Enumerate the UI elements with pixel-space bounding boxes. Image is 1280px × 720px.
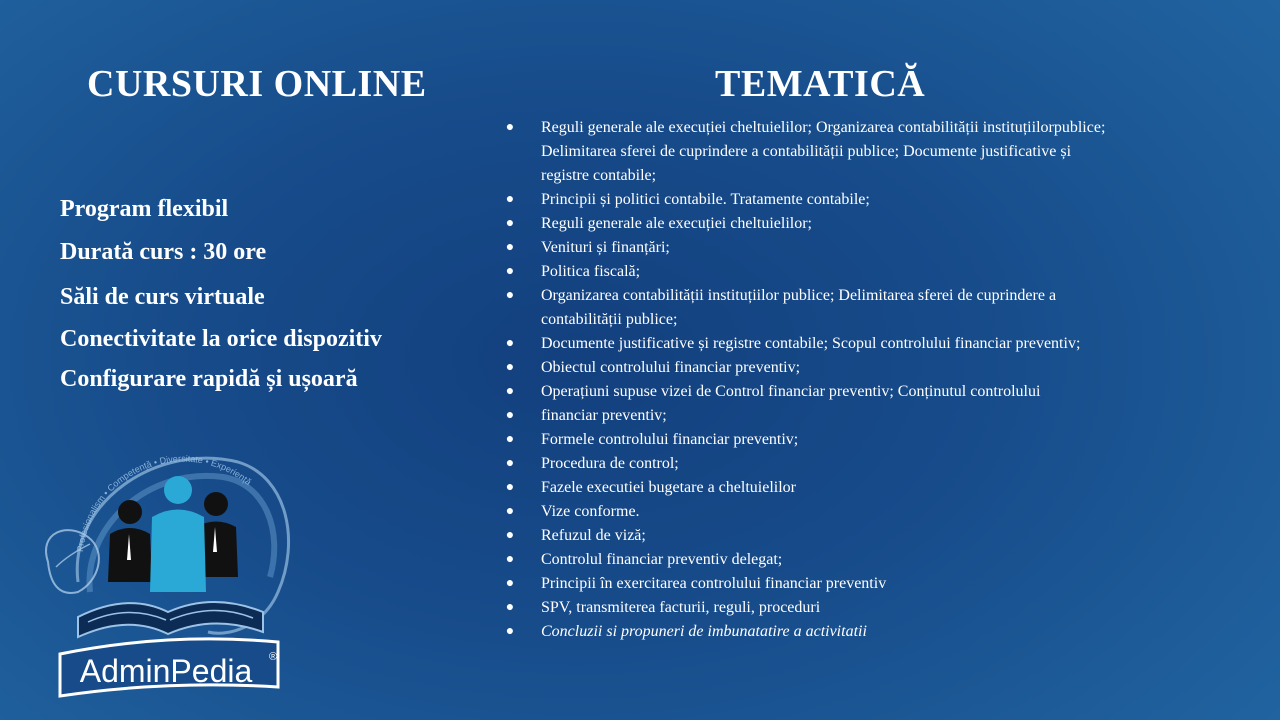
feature-item: Săli de curs virtuale <box>60 284 265 310</box>
bullet-icon: ● <box>505 120 515 135</box>
topic-item: ● Principii în exercitarea controlului financiar preventiv <box>505 572 1205 596</box>
features-list <box>60 196 382 393</box>
topic-item: ● Documente justificative și registre contabile; Scopul controlului financiar preventiv; <box>505 332 1205 356</box>
bullet-icon: ● <box>505 576 515 591</box>
bullet-icon: ● <box>505 528 515 543</box>
bullet-icon: ● <box>505 456 515 471</box>
topic-item: ● Concluzii si propuneri de imbunatatire a activitatii <box>505 620 1205 644</box>
topic-item-continuation: contabilității publice; <box>541 311 678 328</box>
topic-item: ● Refuzul de viză; <box>505 524 1205 548</box>
topic-item: ● Reguli generale ale execuției cheltuielilor; <box>505 212 1205 236</box>
topic-item: ● Formele controlului financiar preventiv; <box>505 428 1205 452</box>
topic-item-continuation: Delimitarea sferei de cuprindere a contabilității publice; Documente justificative și <box>541 143 1072 160</box>
right-title: TEMATICĂ <box>715 63 926 105</box>
bullet-icon: ● <box>505 216 515 231</box>
people-icon <box>108 476 238 592</box>
logo-text: AdminPedia <box>79 653 253 689</box>
topic-item: ● Reguli generale ale execuției cheltuielilor; Organizarea contabilității instituțiilorpublice; <box>505 116 1205 140</box>
topics-list <box>505 116 1205 644</box>
bullet-icon: ● <box>505 192 515 207</box>
registered-mark: ® <box>269 651 278 663</box>
topic-item: ● Organizarea contabilității instituțiilor publice; Delimitarea sferei de cuprindere a <box>505 284 1205 308</box>
left-title: CURSURI ONLINE <box>87 63 427 105</box>
feature-item: Durată curs : 30 ore <box>60 239 267 265</box>
bullet-icon: ● <box>505 360 515 375</box>
bullet-icon: ● <box>505 384 515 399</box>
topic-item: ● Obiectul controlului financiar preventiv; <box>505 356 1205 380</box>
bullet-icon: ● <box>505 624 515 639</box>
bullet-icon: ● <box>505 504 515 519</box>
topic-item: ● Controlul financiar preventiv delegat; <box>505 548 1205 572</box>
topic-item: ● Venituri și finanțări; <box>505 236 1205 260</box>
feature-item: Conectivitate la orice dispozitiv <box>60 326 382 352</box>
adminpedia-logo <box>38 432 298 700</box>
topic-item: ● SPV, transmiterea facturii, reguli, proceduri <box>505 596 1205 620</box>
bullet-icon: ● <box>505 288 515 303</box>
topic-item: ● Fazele executiei bugetare a cheltuielilor <box>505 476 1205 500</box>
bullet-icon: ● <box>505 600 515 615</box>
topic-item: ● financiar preventiv; <box>505 404 1205 428</box>
feature-item: Program flexibil <box>60 196 229 222</box>
bullet-icon: ● <box>505 336 515 351</box>
bullet-icon: ● <box>505 432 515 447</box>
bullet-icon: ● <box>505 240 515 255</box>
topic-item: ● Vize conforme. <box>505 500 1205 524</box>
logo-tagline: Profesionalism • Competență • Diversitate • Experiență <box>75 453 254 553</box>
topic-item: ● Principii și politici contabile. Tratamente contabile; <box>505 188 1205 212</box>
topic-item-continuation: registre contabile; <box>541 167 657 184</box>
bullet-icon: ● <box>505 408 515 423</box>
topic-item: ● Procedura de control; <box>505 452 1205 476</box>
topic-item: ● Politica fiscală; <box>505 260 1205 284</box>
bullet-icon: ● <box>505 264 515 279</box>
feature-item: Configurare rapidă și ușoară <box>60 366 358 392</box>
bullet-icon: ● <box>505 552 515 567</box>
topic-item: ● Operațiuni supuse vizei de Control financiar preventiv; Conținutul controlului <box>505 380 1205 404</box>
bullet-icon: ● <box>505 480 515 495</box>
